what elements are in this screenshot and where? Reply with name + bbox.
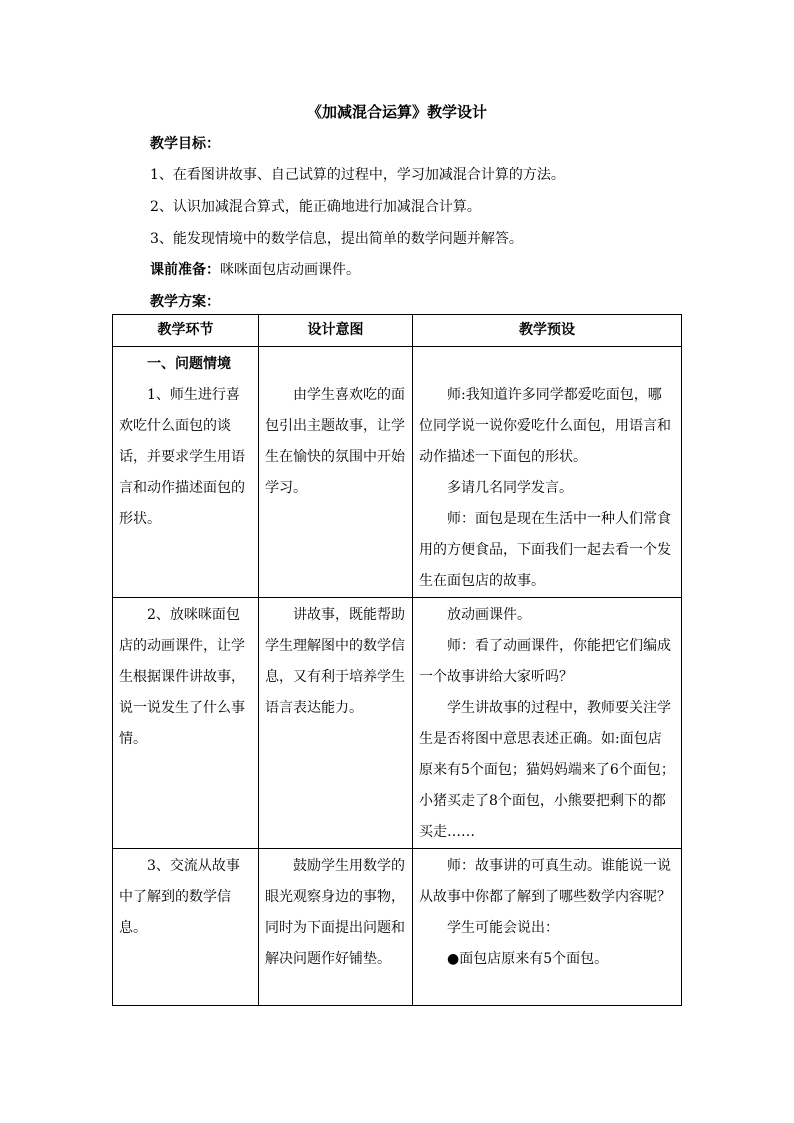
stage-cell	[113, 849, 259, 1006]
goal-item-2: 2、认识加减混合算式，能正确地进行加减混合计算。	[150, 199, 481, 215]
table-header-row	[113, 315, 682, 347]
goal-item-1: 1、在看图讲故事、自己试算的过程中，学习加减混合计算的方法。	[150, 167, 565, 183]
prep-label: 课前准备：	[150, 262, 220, 278]
plan-paragraph: 多请几名同学发言。	[447, 480, 573, 496]
plan-heading: 教学方案：	[150, 294, 220, 310]
table-row	[113, 347, 682, 598]
intent-cell	[259, 598, 413, 849]
intent-text: 由学生喜欢吃的面包引出主题故事，让学生在愉快的氛围中开始学习。	[265, 387, 405, 496]
plan-paragraph: 放动画课件。	[447, 607, 531, 623]
plan-paragraph: 师:我知道许多同学都爱吃面包，哪位同学说一说你爱吃什么面包，用语言和动作描述一下面包的形状。	[419, 387, 671, 465]
header-intent: 设计意图	[259, 315, 413, 347]
stage-text: 3、交流从故事中了解到的数学信息。	[119, 858, 240, 936]
stage-text: 2、放咪咪面包店的动画课件，让学生根据课件讲故事，说一说发生了什么事情。	[119, 607, 245, 747]
plan-paragraph: ●面包店原来有5个面包。	[447, 951, 609, 967]
stage-heading: 一、问题情境	[147, 356, 231, 372]
plan-paragraph: 学生可能会说出：	[447, 920, 559, 936]
plan-paragraph: 师：面包是现在生活中一种人们常食用的方便食品，下面我们一起去看一个发生在面包店的故事。	[419, 511, 671, 589]
goal-item-3: 3、能发现情境中的数学信息，提出简单的数学问题并解答。	[150, 231, 523, 247]
intent-text: 鼓励学生用数学的眼光观察身边的事物，同时为下面提出问题和解决问题作好铺垫。	[265, 858, 405, 967]
table-row	[113, 849, 682, 1006]
plan-cell	[413, 347, 682, 598]
goals-heading: 教学目标：	[150, 136, 220, 152]
plan-paragraph: 学生讲故事的过程中，教师要关注学生是否将图中意思表述正确。如:面包店原来有5个面包；猫妈妈端来了6个面包；小猪买走了8个面包，小熊要把剩下的都买走……	[419, 700, 675, 840]
plan-cell	[413, 849, 682, 1006]
stage-cell	[113, 347, 259, 598]
stage-text: 1、师生进行喜欢吃什么面包的谈话，并要求学生用语言和动作描述面包的形状。	[119, 387, 245, 527]
intent-cell	[259, 849, 413, 1006]
header-stage: 教学环节	[113, 315, 259, 347]
header-plan: 教学预设	[413, 315, 682, 347]
plan-paragraph: 师：故事讲的可真生动。谁能说一说从故事中你都了解到了哪些数学内容呢？	[419, 858, 671, 905]
intent-text: 讲故事，既能帮助学生理解图中的数学信息，又有利于培养学生语言表达能力。	[265, 607, 405, 716]
page-title: 《加减混合运算》教学设计	[306, 103, 487, 121]
stage-cell	[113, 598, 259, 849]
plan-paragraph: 师：看了动画课件，你能把它们编成一个故事讲给大家听吗？	[419, 638, 671, 685]
lesson-plan-table	[112, 314, 682, 1006]
prep-line	[150, 259, 360, 279]
table-row	[113, 598, 682, 849]
plan-cell	[413, 598, 682, 849]
intent-cell	[259, 347, 413, 598]
prep-text: 咪咪面包店动画课件。	[220, 262, 360, 278]
